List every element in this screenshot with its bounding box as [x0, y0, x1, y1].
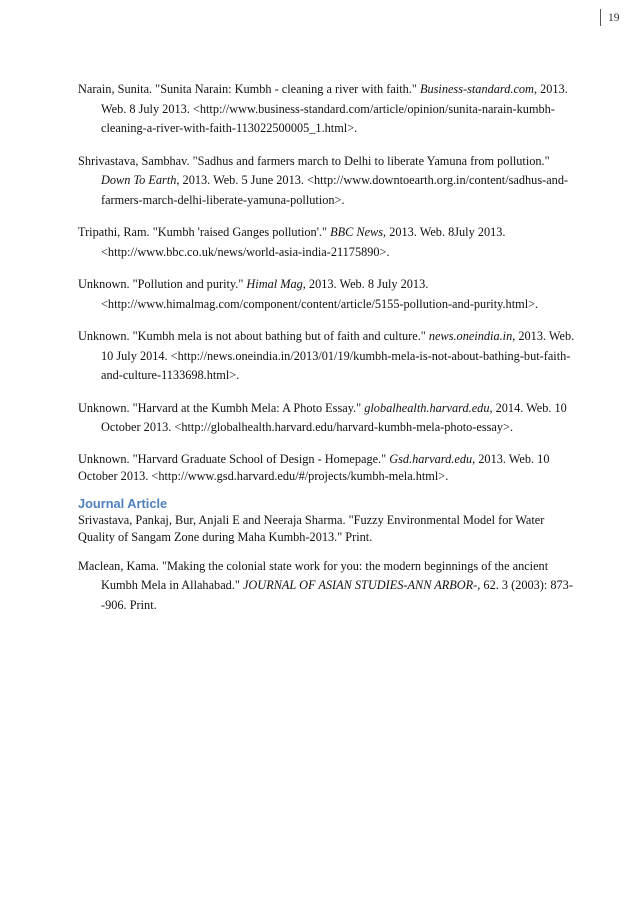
citation-text: Unknown. "Harvard Graduate School of Design - Homepage." — [78, 451, 390, 466]
citation-text: Maclean, Kama. "Making the colonial state work for you: the modern beginnings of the ancient Kumbh Mela in Allahabad." — [78, 558, 549, 592]
citation-narain — [78, 80, 578, 139]
citation-srivastava — [78, 512, 578, 547]
citation-text: , 2014. Web. 10 October 2013. <http://globalhealth.harvard.edu/harvard-kumbh-mela-photo-essay>. — [101, 400, 567, 434]
citation-publication: Down To Earth — [101, 173, 177, 187]
citation-text: , 2013. Web. 10 July 2014. <http://news.oneindia.in/2013/01/19/kumbh-mela-is-not-about-bathing-but-faith-and-culture-1133698.html>. — [101, 329, 575, 382]
bibliography — [78, 80, 578, 628]
citation-shrivastava — [78, 152, 578, 211]
citation-text: , 2013. Web. 5 June 2013. <http://www.downtoearth.org.in/content/sadhus-and-farmers-march-delhi-liberate-yamuna-pollution>. — [101, 173, 569, 207]
citation-text: , 2013. Web. 8 July 2013. <http://www.business-standard.com/article/opinion/sunita-narain-kumbh-cleaning-a-river-with-faith-113022500005_1.html>. — [101, 82, 568, 135]
citation-maclean — [78, 557, 578, 616]
citation-publication: Gsd.harvard.edu — [389, 451, 473, 466]
citation-text: , 2013. Web. 8July 2013. <http://www.bbc.co.uk/news/world-asia-india-21175890>. — [101, 225, 506, 259]
citation-text: Srivastava, Pankaj, Bur, Anjali E and Neeraja Sharma. "Fuzzy Environmental Model for Water Quality of Sangam Zone during Maha Kumbh-2013." Print. — [78, 512, 545, 544]
section-heading-journal-article: Journal Article — [78, 495, 168, 511]
citation-publication: BBC News — [330, 225, 384, 239]
citation-text: Unknown. "Pollution and purity." — [78, 277, 247, 291]
citation-text: Shrivastava, Sambhav. "Sadhus and farmers march to Delhi to liberate Yamuna from pollution." — [78, 153, 550, 168]
citation-publication: Business-standard.com — [419, 82, 534, 96]
citation-publication: Himal Mag — [246, 277, 303, 291]
citation-tripathi — [78, 223, 578, 262]
citation-text: Unknown. "Kumbh mela is not about bathing but of faith and culture." — [78, 329, 429, 343]
citation-text: Tripathi, Ram. "Kumbh 'raised Ganges pollution'." — [78, 225, 331, 239]
citation-publication: JOURNAL OF ASIAN STUDIES-ANN ARBOR- — [242, 578, 478, 592]
citation-harvard-photo-essay — [78, 399, 578, 438]
citation-text: , 2013. Web. 10 October 2013. <http://www.gsd.harvard.edu/#/projects/kumbh-mela.html>. — [78, 451, 550, 483]
citation-text: , 2013. Web. 8 July 2013. <http://www.himalmag.com/component/content/article/5155-pollution-and-purity.html>. — [101, 277, 539, 311]
citation-text: , 62. 3 (2003): 873--906. Print. — [101, 578, 573, 612]
citation-publication: news.oneindia.in — [428, 329, 513, 343]
citation-publication: globalhealth.harvard.edu — [364, 400, 490, 415]
page-number: 19 — [608, 11, 620, 24]
citation-text: Unknown. "Harvard at the Kumbh Mela: A Photo Essay." — [78, 400, 365, 415]
citation-himal-mag — [78, 275, 578, 314]
page-number-box — [600, 9, 620, 26]
citation-oneindia — [78, 327, 578, 386]
citation-harvard-gsd — [78, 451, 578, 486]
citation-text: Narain, Sunita. "Sunita Narain: Kumbh - cleaning a river with faith." — [78, 82, 420, 96]
